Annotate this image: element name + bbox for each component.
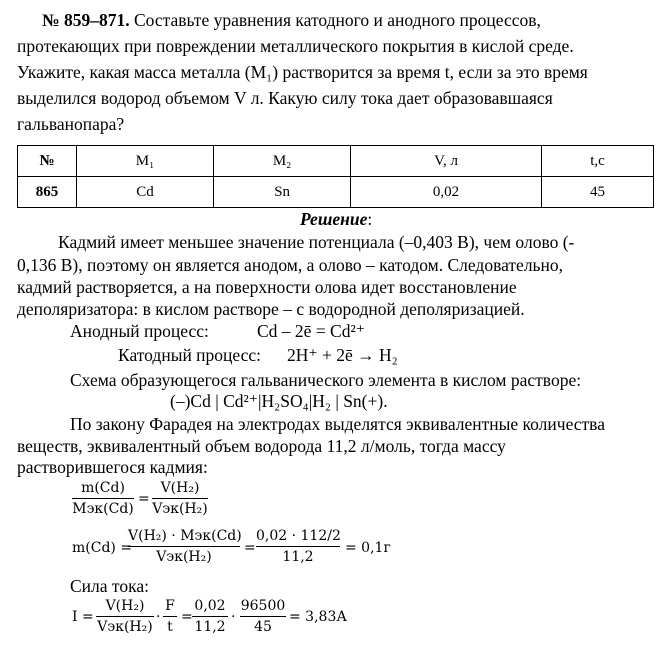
formula2-numerator-1: V(H₂) · Mэк(Cd)	[128, 528, 242, 544]
formula1-fraction-left	[72, 480, 134, 517]
formula2-denominator-2: 11,2	[282, 549, 314, 565]
cathode-equation: 2H⁺ + 2ē → H₂	[287, 345, 398, 365]
faraday-line-1: По закону Фарадея на электродах выделятся эквивалентные количества	[70, 414, 605, 434]
formula3-numerator-1: V(H₂)	[105, 598, 145, 614]
table-header-row	[18, 146, 654, 177]
scheme-formula: (–)Cd | Cd²⁺|H₂SO₄|H₂ | Sn(+).	[170, 391, 388, 411]
formula3-denominator-3: 11,2	[194, 619, 226, 635]
task-line-1	[42, 10, 541, 30]
solution-heading-text: Решение	[300, 209, 368, 229]
formula3-fraction-1	[96, 598, 154, 635]
formula2-equals: =	[244, 540, 256, 556]
formula3-fraction-4	[240, 598, 286, 635]
table-row	[18, 177, 654, 208]
faraday-line-3: растворившегося кадмия:	[17, 457, 208, 477]
formula2-fraction-2	[256, 528, 340, 565]
para1-line-1: Кадмий имеет меньшее значение потенциала (–0,403 В), чем олово (-	[58, 232, 575, 252]
formula3-dot-2: ·	[231, 609, 236, 625]
para1-line-2: 0,136 В), поэтому он является анодом, а олово – катодом. Следовательно,	[17, 255, 564, 275]
formula3-fraction-3	[192, 598, 228, 635]
formula2-result: = 0,1г	[345, 540, 391, 556]
task-line-2: протекающих при повреждении металлического покрытия в кислой среде.	[17, 36, 574, 56]
para1-line-3: кадмий растворяется, а на поверхности олова идет восстановление	[17, 277, 517, 297]
formula3-denominator-1: Vэк(H₂)	[97, 619, 153, 635]
table-cell: 0,02	[351, 177, 542, 208]
table-cell: 865	[18, 177, 77, 208]
faraday-line-2: веществ, эквивалентный объем водорода 11,2 л/моль, тогда массу	[17, 436, 506, 456]
current-label: Сила тока:	[70, 576, 149, 596]
anode-label: Анодный процесс:	[70, 321, 209, 341]
table-header-cell: №	[18, 146, 77, 177]
formula1-denominator-left: Mэк(Cd)	[72, 501, 134, 517]
anode-equation: Cd – 2ē = Cd²⁺	[257, 321, 365, 341]
formula3-fraction-2	[163, 598, 177, 635]
formula3-numerator-3: 0,02	[194, 598, 226, 614]
formula3-denominator-4: 45	[254, 619, 272, 635]
table-header-cell: M₁	[77, 146, 214, 177]
task-number: № 859–871.	[42, 10, 130, 30]
formula2-fraction-1	[128, 528, 240, 565]
table-header-cell: M₂	[214, 146, 351, 177]
formula1-equals: =	[138, 491, 150, 507]
table-cell: Cd	[77, 177, 214, 208]
table-header-cell: V, л	[351, 146, 542, 177]
formula2-numerator-2: 0,02 · 112/2	[256, 528, 341, 544]
formula3-lhs: I =	[72, 609, 94, 625]
formula1-numerator-left: m(Cd)	[81, 480, 125, 496]
formula3-result: = 3,83А	[289, 609, 347, 625]
formula1-fraction-right	[152, 480, 208, 517]
formula1-numerator-right: V(H₂)	[160, 480, 200, 496]
table-cell: Sn	[214, 177, 351, 208]
table-header-cell: t,c	[541, 146, 653, 177]
formula3-numerator-2: F	[165, 598, 175, 614]
formula3-equals: =	[181, 609, 193, 625]
task-line-4: выделился водород объемом V л. Какую силу тока дает образовавшаяся	[17, 88, 553, 108]
formula2-lhs: m(Cd) =	[72, 540, 133, 556]
solution-heading	[300, 209, 372, 229]
formula3-denominator-2: t	[167, 619, 173, 635]
scheme-label: Схема образующегося гальванического элемента в кислом растворе:	[70, 370, 582, 390]
table-cell: 45	[541, 177, 653, 208]
formula1-denominator-right: Vэк(H₂)	[152, 501, 208, 517]
para1-line-4: деполяризатора: в кислом растворе – с водородной деполяризацией.	[17, 299, 525, 319]
task-line-5: гальванопара?	[17, 114, 125, 134]
formula3-dot-1: ·	[156, 609, 161, 625]
task-line-3: Укажите, какая масса металла (M₁) растворится за время t, если за это время	[17, 62, 588, 82]
solution-heading-colon: :	[367, 209, 373, 229]
data-table	[17, 145, 654, 208]
formula3-numerator-4: 96500	[240, 598, 286, 614]
formula2-denominator-1: Vэк(H₂)	[156, 549, 212, 565]
task-text-1: Составьте уравнения катодного и анодного процессов,	[129, 10, 541, 30]
cathode-label: Катодный процесс:	[118, 345, 262, 365]
